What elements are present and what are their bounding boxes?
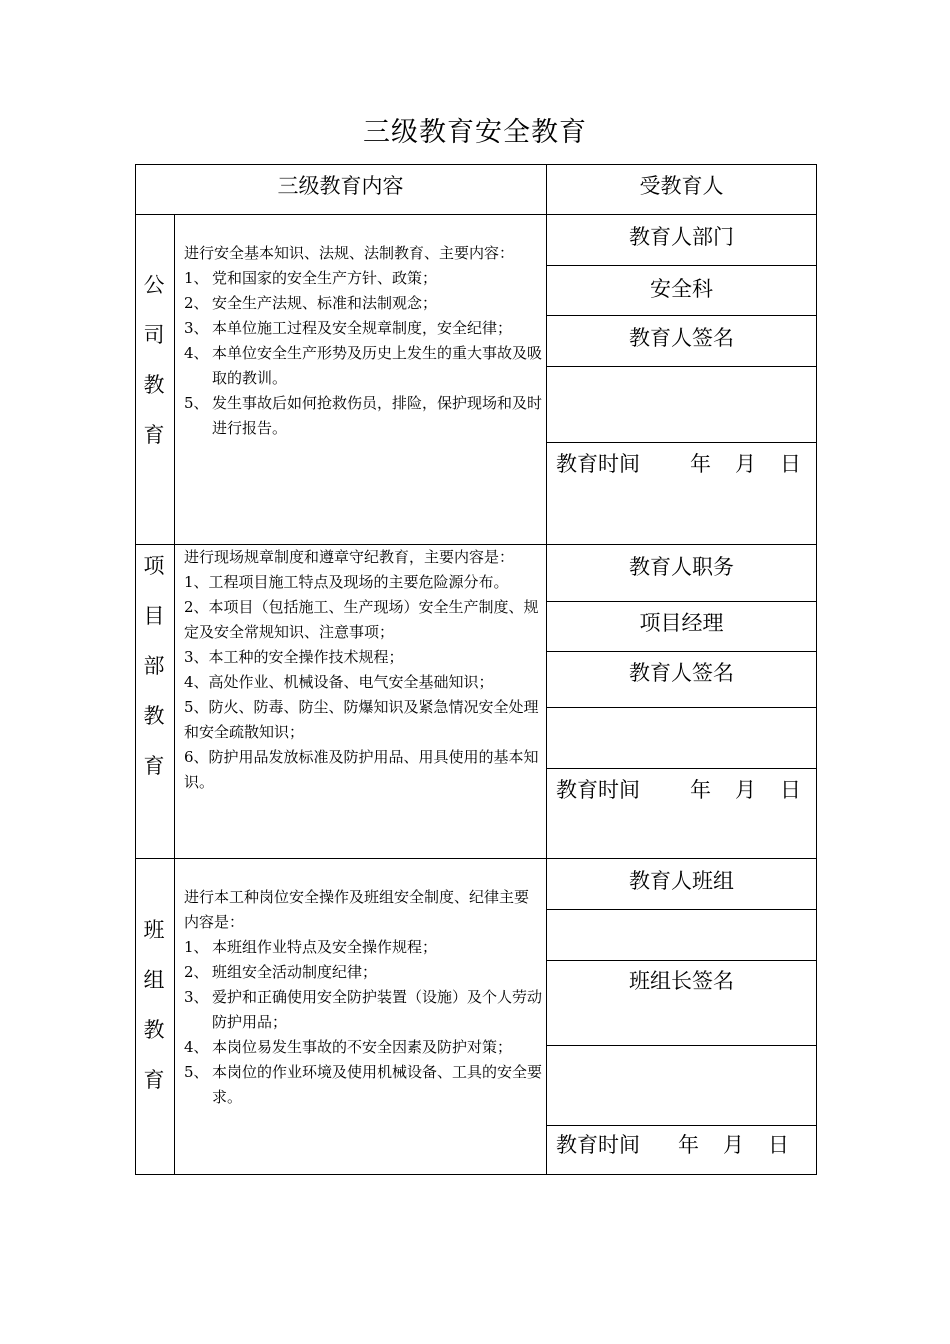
row-divider: [546, 442, 817, 443]
header-divider: [135, 214, 817, 215]
row-divider: [546, 1045, 817, 1046]
page-title: 三级教育安全教育: [363, 117, 587, 148]
content-intro: 进行现场规章制度和遵章守纪教育，主要内容是：: [184, 548, 515, 566]
row-divider: [546, 601, 817, 602]
list-item: 4、 本单位安全生产形势及历史上发生的重大事故及吸取的教训。: [184, 344, 543, 387]
education-time-row: 教育时间 年 月 日: [556, 778, 801, 802]
educator-team-label: 教育人班组: [629, 869, 734, 893]
section-content-team: [184, 885, 544, 1110]
row-divider: [546, 960, 817, 961]
list-item: 3、本工种的安全操作技术规程；: [184, 648, 404, 666]
list-item: 4、 本岗位易发生事故的不安全因素及防护对策；: [184, 1038, 513, 1056]
educator-department-label: 教育人部门: [629, 225, 734, 249]
list-item: 2、本项目（包括施工、生产现场）安全生产制度、规定及安全常规知识、注意事项；: [184, 598, 539, 641]
list-item: 3、 本单位施工过程及安全规章制度，安全纪律；: [184, 319, 513, 337]
row-divider: [546, 1125, 817, 1126]
label-column-divider: [174, 214, 175, 1175]
team-leader-signature-label: 班组长签名: [629, 969, 734, 993]
list-item: 1、 党和国家的安全生产方针、政策；: [184, 269, 438, 287]
row-divider: [546, 707, 817, 708]
list-item: 2、 安全生产法规、标准和法制观念；: [184, 294, 438, 312]
list-item: 5、防火、防毒、防尘、防爆知识及紧急情况安全处理和安全疏散知识；: [184, 698, 539, 741]
education-time-row: 教育时间 年 月 日: [556, 1133, 789, 1157]
section-divider: [135, 858, 817, 859]
section-content-company: [184, 241, 544, 441]
list-item: 3、 爱护和正确使用安全防护装置（设施）及个人劳动防护用品；: [184, 988, 543, 1031]
list-item: 5、 本岗位的作业环境及使用机械设备、工具的安全要求。: [184, 1063, 543, 1106]
content-intro: 进行安全基本知识、法规、法制教育、主要内容：: [184, 244, 515, 262]
content-intro: 进行本工种岗位安全操作及班组安全制度、纪律主要内容是：: [184, 888, 530, 931]
education-time-row: 教育时间 年 月 日: [556, 452, 801, 476]
section-content-project: [184, 545, 544, 795]
list-item: 2、 班组安全活动制度纪律；: [184, 963, 378, 981]
row-divider: [546, 315, 817, 316]
educator-position-value: 项目经理: [639, 611, 724, 635]
list-item: 4、高处作业、机械设备、电气安全基础知识；: [184, 673, 494, 691]
educator-department-value: 安全科: [650, 277, 713, 301]
section-label-company: 公 司 教 育: [143, 273, 165, 447]
row-divider: [546, 651, 817, 652]
list-item: 1、 本班组作业特点及安全操作规程；: [184, 938, 438, 956]
list-item: 1、工程项目施工特点及现场的主要危险源分布。: [184, 573, 509, 591]
educator-position-label: 教育人职务: [629, 555, 734, 579]
educator-signature-label: 教育人签名: [629, 661, 734, 685]
list-item: 6、防护用品发放标准及防护用品、用具使用的基本知识。: [184, 748, 539, 791]
header-content-label: 三级教育内容: [277, 174, 404, 198]
row-divider: [546, 768, 817, 769]
header-educatee-label: 受教育人: [639, 174, 724, 198]
list-item: 5、 发生事故后如何抢救伤员，排险，保护现场和及时进行报告。: [184, 394, 543, 437]
row-divider: [546, 909, 817, 910]
row-divider: [546, 366, 817, 367]
educator-signature-label: 教育人签名: [629, 326, 734, 350]
section-label-project: 项 目 部 教 育: [143, 554, 165, 778]
row-divider: [546, 265, 817, 266]
section-label-team: 班 组 教 育: [143, 918, 165, 1092]
